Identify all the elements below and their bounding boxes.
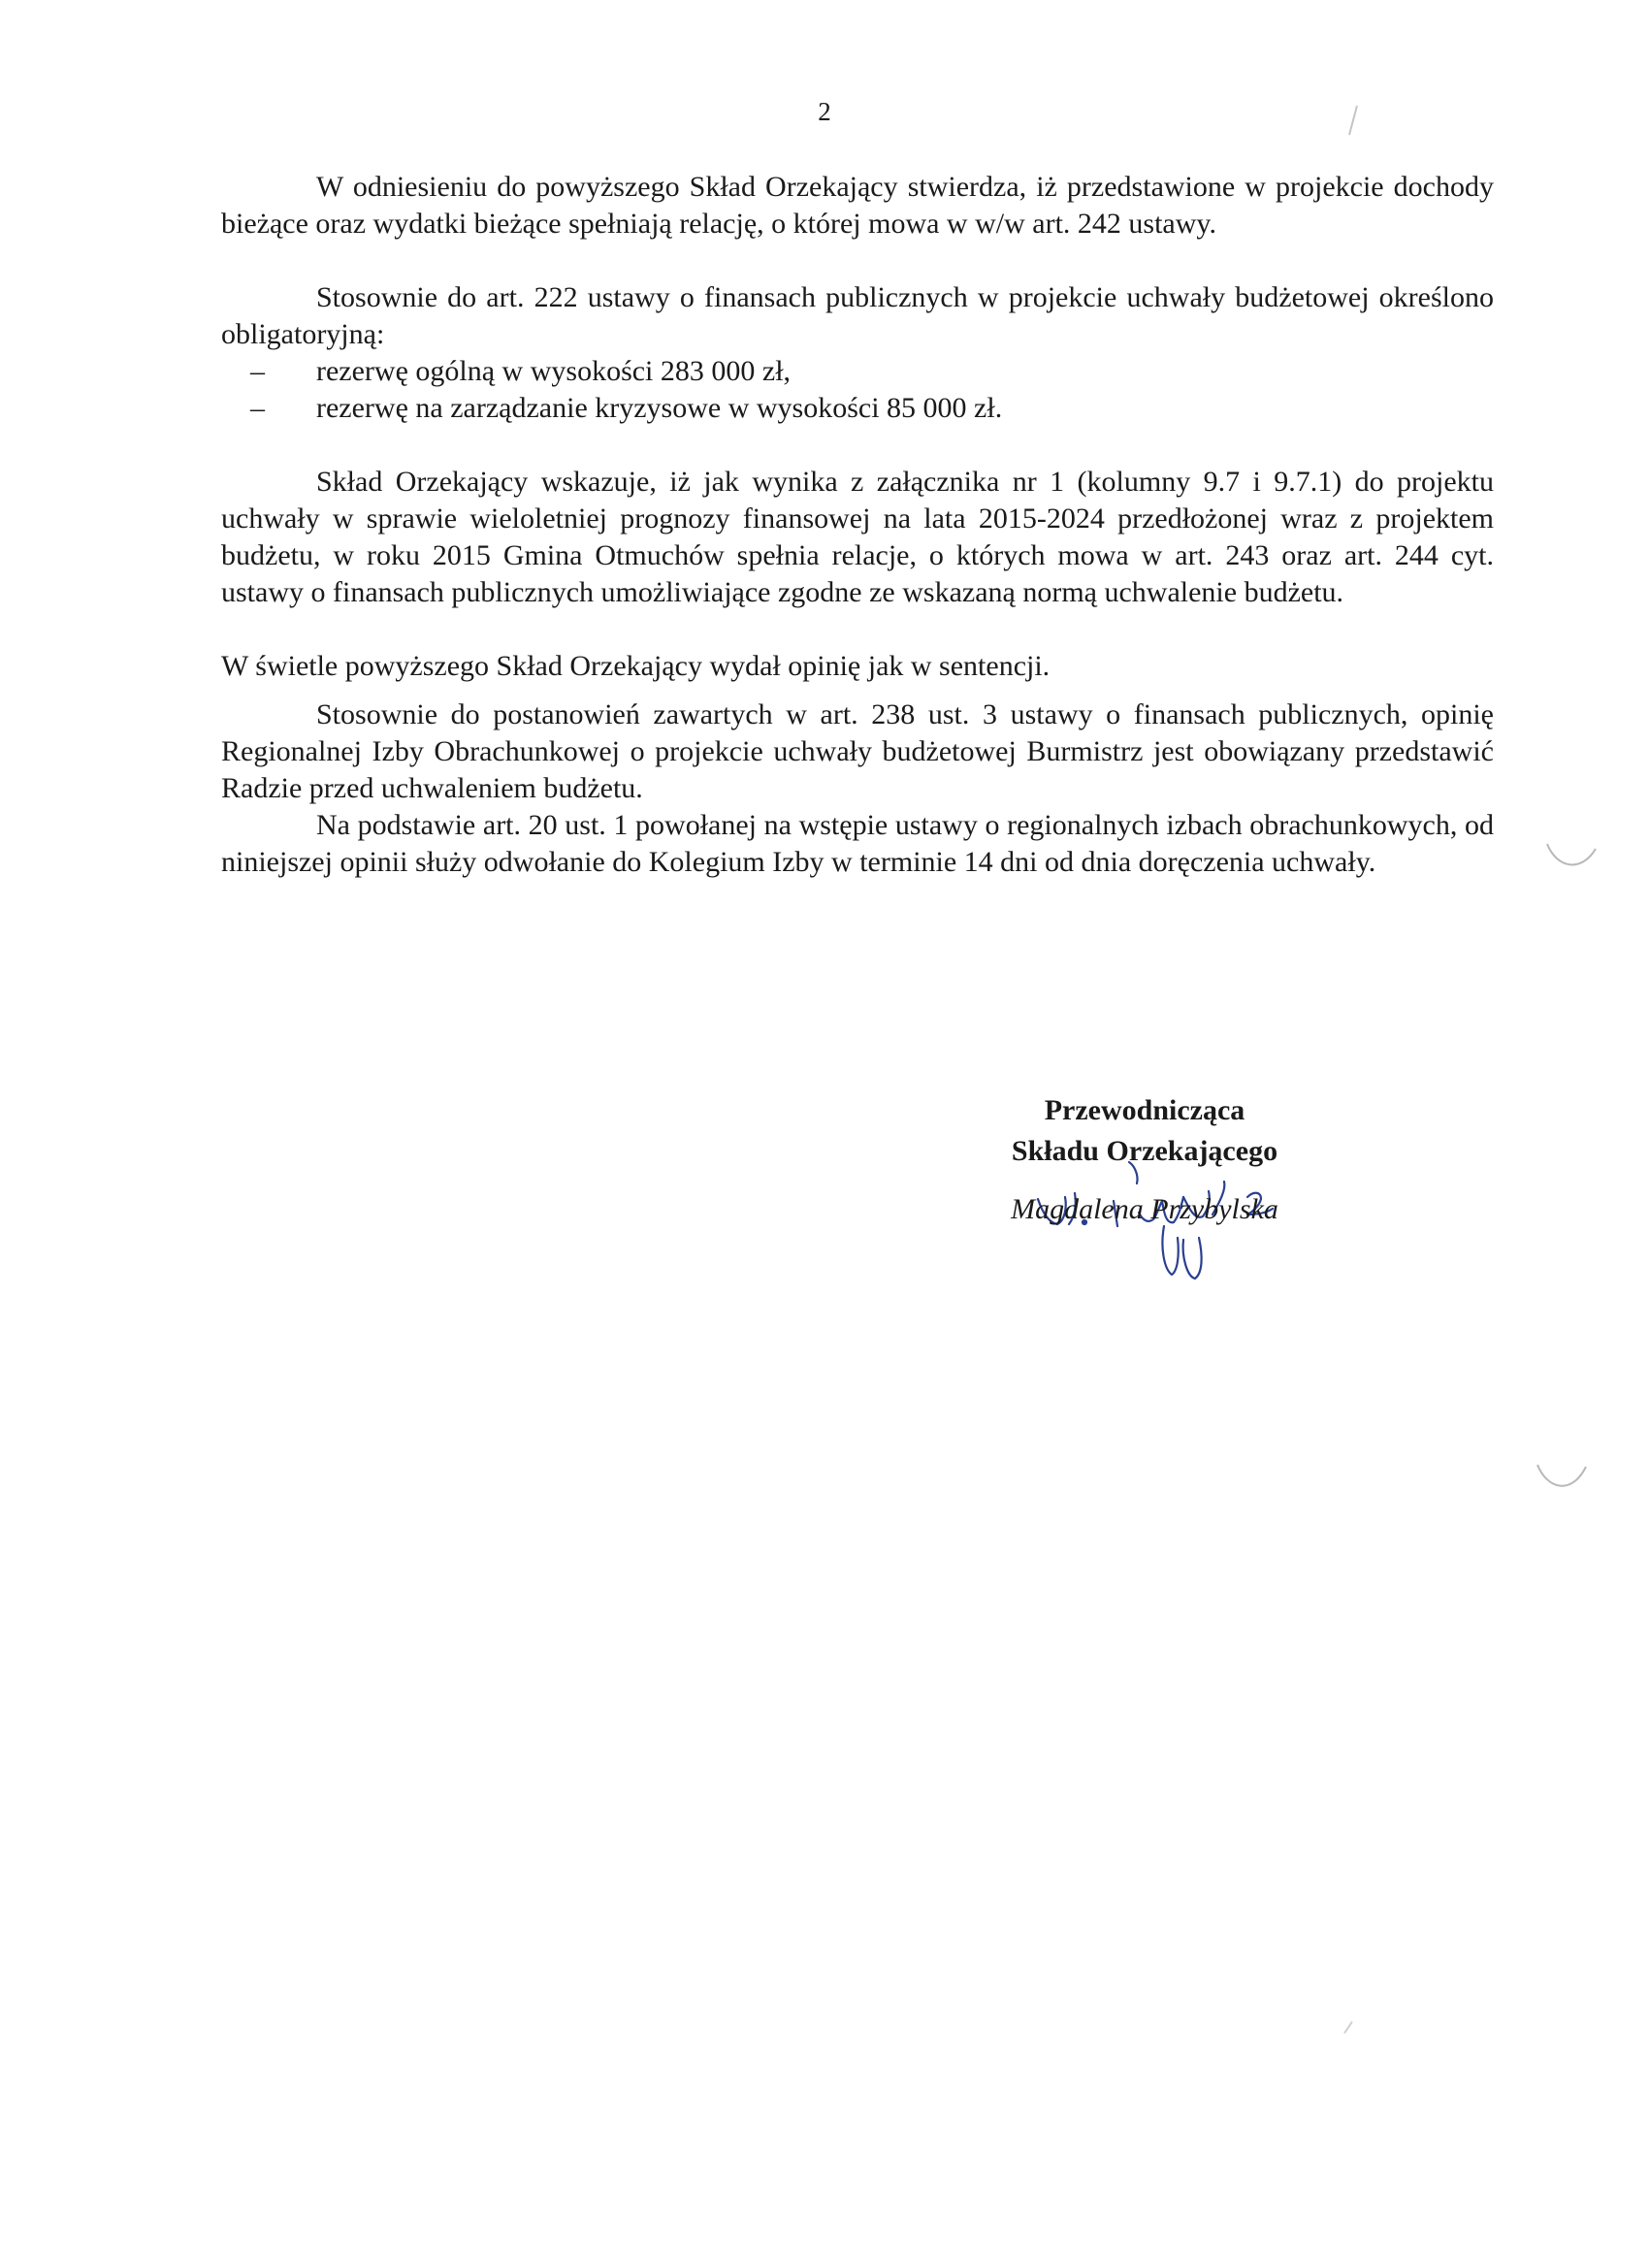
paragraph-wpf: Skład Orzekający wskazuje, iż jak wynika z załącznika nr 1 (kolumny 9.7 i 9.7.1) do projektu uchwały w sprawie wieloletniej prognozy finansowej na lata 2015-2024 przedłożonej wraz z projektem budżetu, w roku 2015 Gmina Otmuchów spełnia relacje, o których mowa w art. 243 oraz art. 244 cyt. ustawy o finansach publicznych umożliwiające zgodne ze wskazaną normą uchwalenie budżetu. (221, 466, 1494, 608)
paragraph-conclusion: W świetle powyższego Skład Orzekający wydał opinię jak w sentencji. (221, 650, 1051, 682)
scan-mark-tick (1343, 102, 1363, 141)
signature-title-line1: Przewodnicząca (1044, 1094, 1245, 1126)
paragraph-relation: W odniesieniu do powyższego Skład Orzekający stwierdza, iż przedstawione w projekcie dochody bieżące oraz wydatki bieżące spełniają relację, o której mowa w w/w art. 242 ustawy. (221, 171, 1494, 240)
signature-title-line2: Składu Orzekającego (1011, 1135, 1278, 1167)
reserves-list (221, 353, 1494, 427)
list-item: – rezerwę na zarządzanie kryzysowe w wysokości 85 000 zł. (250, 392, 1003, 424)
paragraph-appeal: Na podstawie art. 20 ust. 1 powołanej na wstępie ustawy o regionalnych izbach obrachunkowych, od niniejszej opinii służy odwołanie do Kolegium Izby w terminie 14 dni od dnia doręczenia uchwały. (221, 809, 1494, 878)
paragraph-reserves-intro: Stosownie do art. 222 ustawy o finansach publicznych w projekcie uchwały budżetowej określono obligatoryjną: (221, 281, 1494, 350)
page-number: 2 (818, 97, 831, 126)
scan-mark-dot (1339, 2018, 1358, 2037)
paragraph-presentation: Stosownie do postanowień zawartych w art. 238 ust. 3 ustawy o finansach publicznych, opinię Regionalnej Izby Obrachunkowej o projekcie uchwały budżetowej Burmistrz jest obowiązany przedstawić Radzie przed uchwaleniem budżetu. (221, 698, 1494, 804)
list-item: – rezerwę ogólną w wysokości 283 000 zł, (250, 355, 792, 387)
document-body (221, 169, 1494, 881)
scan-mark-arc-top (1542, 834, 1600, 883)
signatory-name: Magdalena Przybylska (1011, 1193, 1278, 1225)
scan-mark-arc-bottom (1533, 1455, 1591, 1504)
